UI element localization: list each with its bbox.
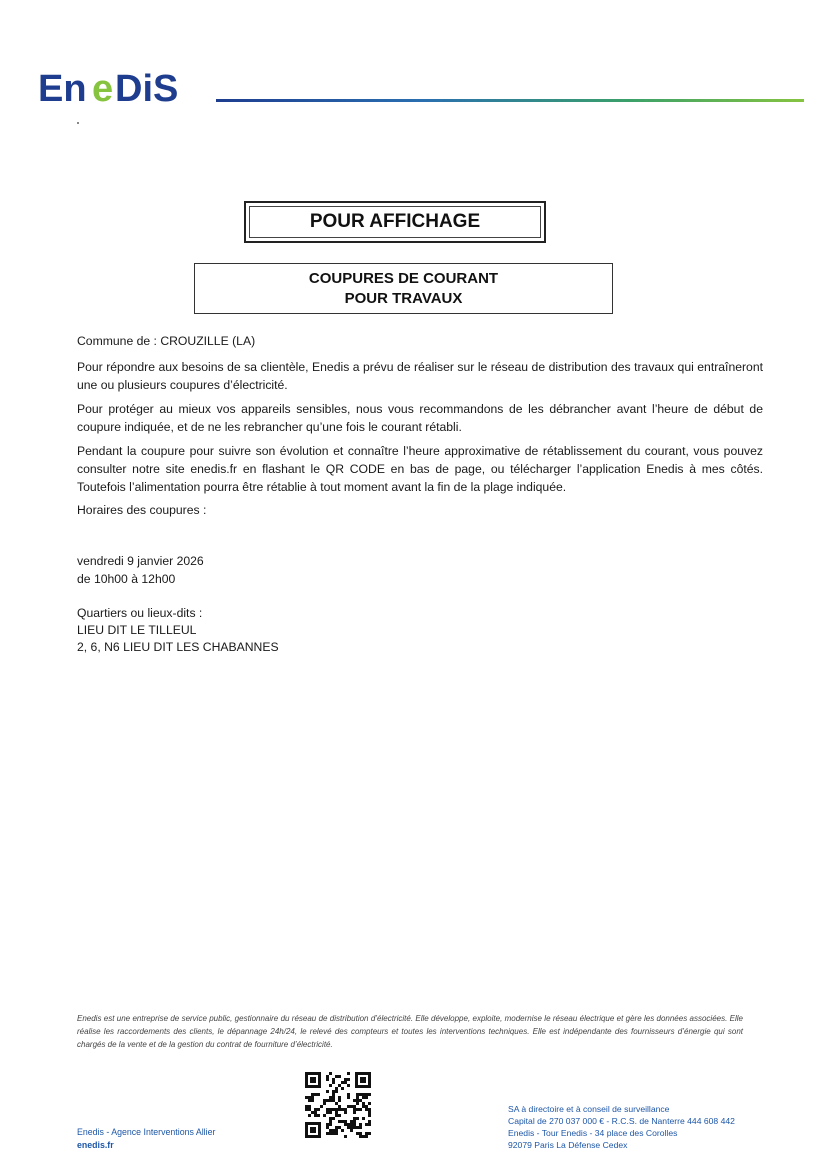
- svg-text:e: e: [92, 68, 114, 106]
- footer-disclaimer: Enedis est une entreprise de service public, gestionnaire du réseau de distribution d’électricité. Elle développe, exploite, modernise le réseau électrique et gère les données associées. Elle réalise les raccordements des clients, le dépannage 24h/24, le relevé des compteurs et toutes les interventions techniques. Elle est indépendante des fournisseurs d’énergie qui sont chargés de la vente et de la gestion du contrat de fourniture d’électricité.: [77, 1014, 743, 1049]
- lieu-item-1: LIEU DIT LE TILLEUL: [77, 623, 197, 637]
- qr-code-icon[interactable]: [304, 1071, 372, 1144]
- legal-line-3: Enedis - Tour Enedis - 34 place des Corolles: [508, 1128, 678, 1138]
- footer-agency-block: [77, 1126, 215, 1152]
- paragraph-1: Pour répondre aux besoins de sa clientèle, Enedis a prévu de réaliser sur le réseau de distribution des travaux qui entraîneront une ou plusieurs coupures d’électricité.: [77, 360, 763, 392]
- horaires-label: Horaires des coupures :: [77, 503, 207, 517]
- subtitle-box: [194, 263, 613, 314]
- footer-legal-block: [508, 1103, 735, 1151]
- legal-line-2: Capital de 270 037 000 € - R.C.S. de Nanterre 444 608 442: [508, 1116, 735, 1126]
- commune-line: Commune de : CROUZILLE (LA): [77, 334, 256, 348]
- lieu-item-2: 2, 6, N6 LIEU DIT LES CHABANNES: [77, 640, 279, 654]
- subtitle-line-2: POUR TRAVAUX: [344, 290, 463, 307]
- legal-line-1: SA à directoire et à conseil de surveillance: [508, 1104, 670, 1114]
- agency-name: Enedis - Agence Interventions Allier: [77, 1127, 216, 1137]
- svg-text:En: En: [38, 68, 87, 106]
- website-link[interactable]: enedis.fr: [77, 1140, 114, 1150]
- paragraph-2: Pour protéger au mieux vos appareils sensibles, nous vous recommandons de les débrancher avant l’heure de début de coupure indiquée, et de ne les rebrancher qu’une fois le courant rétabli.: [77, 402, 763, 434]
- enedis-logo-icon: [38, 66, 213, 106]
- outage-date: vendredi 9 janvier 2026: [77, 554, 204, 568]
- page-title: POUR AFFICHAGE: [249, 206, 541, 238]
- svg-text:DiS: DiS: [115, 68, 179, 106]
- legal-line-4: 92079 Paris La Défense Cedex: [508, 1140, 628, 1150]
- title-box: [244, 201, 546, 243]
- enedis-logo: [38, 66, 213, 111]
- subtitle-line-1: COUPURES DE COURANT: [308, 270, 499, 287]
- paragraph-3: Pendant la coupure pour suivre son évolution et connaître l’heure approximative de rétablissement du courant, vous pouvez consulter notre site enedis.fr en flashant le QR CODE en bas de page, ou télécharger l’application Enedis à mes côtés. Toutefois l’alimentation pourra être rétablie à tout moment avant la fin de la plage indiquée.: [77, 444, 763, 494]
- quartiers-label: Quartiers ou lieux-dits :: [77, 606, 203, 620]
- header-gradient-line: [216, 99, 804, 102]
- outage-hours: de 10h00 à 12h00: [77, 572, 176, 586]
- scan-mark: [77, 122, 79, 124]
